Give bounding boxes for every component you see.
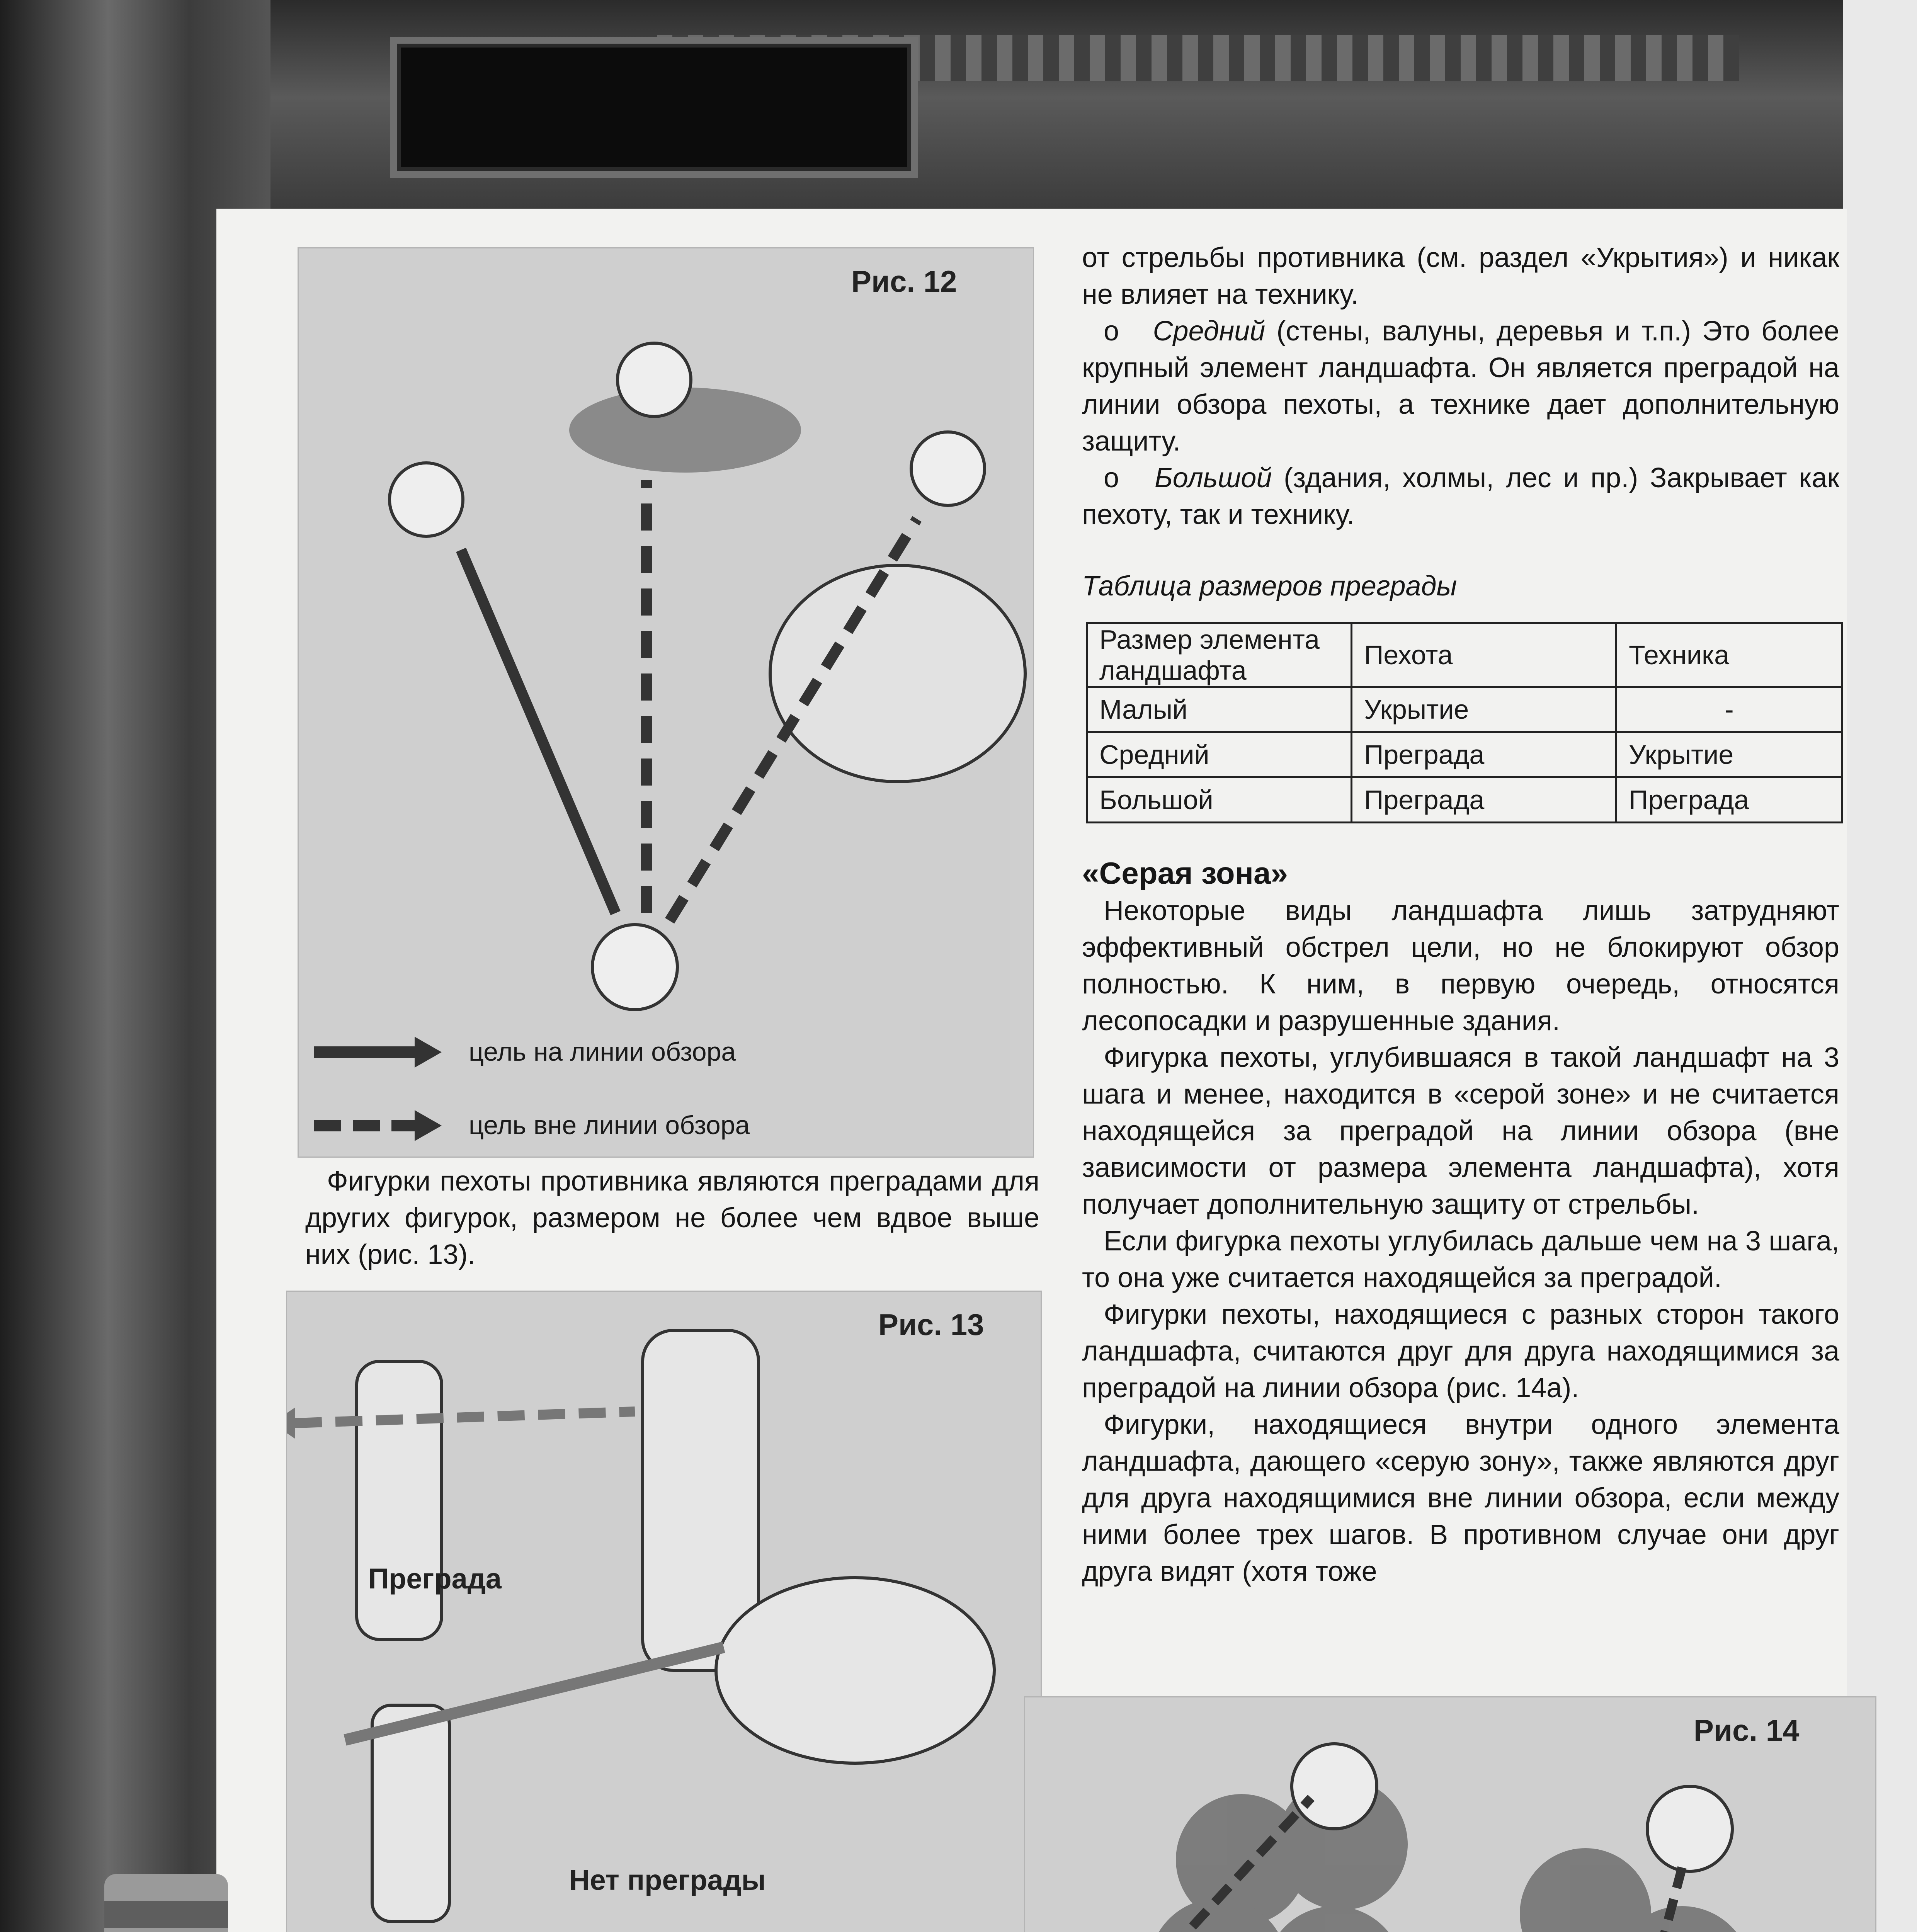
gray-zone-section [1082,854,1839,1590]
page-margin-right [1843,0,1917,1932]
table-header-cell: Пехота [1352,623,1616,687]
infantry-figure-right [911,432,985,505]
infantry-bases [1044,1744,1790,1932]
gray-zone-paragraph-5: Фигурки, находящиеся внутри одного элемента ландшафта, дающего «серую зону», также являются друг для друга находящимися вне линии обзора, если между ними более трех шагов. В противном случае они друг друга видят (хотя тоже [1082,1409,1839,1587]
trooper-figure-2 [372,1705,449,1922]
table-caption: Таблица размеров преграды [1082,571,1457,602]
blocked-line-of-sight [295,1412,635,1423]
figure-12 [298,247,1034,1158]
figure-14-label: Рис. 14 [1694,1713,1800,1747]
table-row [1087,777,1842,823]
table-header-row [1087,623,1842,687]
decorative-top-frame [0,0,1917,216]
infantry-figure-shooter [592,925,677,1010]
legend-solid-text: цель на линии обзора [469,1037,736,1066]
gray-zone-paragraph-3: Если фигурка пехоты углубилась дальше чем на 3 шага, то она уже считается находящейся за преградой. [1082,1226,1839,1293]
medium-description: (стены, валуны, деревья и т.п.) Это более крупный элемент ландшафта. Он является преградой на линии обзора пехоты, а технике дает дополнительную защиту. [1082,316,1840,457]
large-paragraph [1082,460,1839,533]
clear-line-of-sight [345,1647,724,1740]
large-term: Большой [1154,463,1272,493]
figure-12-caption [305,1163,1039,1273]
large-description: (здания, холмы, лес и пр.) Закрывает как пехоту, так и технику. [1082,463,1839,530]
infantry-figure-left [390,463,463,536]
bullet-marker: о [1104,463,1119,493]
figure-12-illustration [299,248,1033,1156]
figure-12-label: Рис. 12 [851,264,957,298]
table-cell: Малый [1087,687,1352,732]
table-header-cell: Техника [1616,623,1842,687]
infantry-figure-top [617,343,691,417]
table-cell: Преграда [1352,777,1616,823]
table-cell: Большой [1087,777,1352,823]
table-cell: Преграда [1616,777,1842,823]
table-cell: Укрытие [1616,732,1842,777]
obstacle-size-table [1086,622,1843,823]
figure-13-illustration [287,1292,1041,1932]
walker-vehicle [770,565,1025,782]
no-obstacle-label: Нет преграды [569,1864,766,1896]
bullet-marker: о [1104,316,1119,347]
walker-mech [716,1578,994,1763]
trooper-figure-1 [357,1361,442,1639]
table-header-cell: Размер элемента ландшафта [1087,623,1352,687]
table-row [1087,687,1842,732]
figure-13 [286,1291,1042,1932]
decorative-side-pipes [104,1874,228,1932]
gray-zone-paragraph-1: Некоторые виды ландшафта лишь затрудняют эффективный обстрел цели, но не блокируют обзор полностью. К ним, в первую очередь, относятся лесопосадки и разрушенные здания. [1082,895,1839,1036]
gray-zone-heading: «Серая зона» [1082,856,1288,890]
figure-14-illustration [1025,1697,1875,1932]
table-cell: - [1616,687,1842,732]
right-paragraph-continued: от стрельбы противника (см. раздел «Укрытия») и никак не влияет на технику. [1082,242,1839,310]
figure-14 [1024,1696,1876,1932]
figure-12-caption-text: Фигурки пехоты противника являются преградами для других фигурок, размером не более чем вдвое выше них (рис. 13). [305,1166,1039,1270]
medium-paragraph [1082,313,1839,460]
header-plate [390,37,918,178]
medium-term: Средний [1153,316,1266,347]
table-cell: Укрытие [1352,687,1616,732]
gray-zone-paragraph-4: Фигурки пехоты, находящиеся с разных сторон такого ландшафта, считаются друг для друга находящимися за преградой на линии обзора (рис. 14а). [1082,1299,1839,1403]
table-row [1087,732,1842,777]
gray-zone-paragraph-2: Фигурка пехоты, углубившаяся в такой ландшафт на 3 шага и менее, находится в «серой зоне» и не считается находящейся за преградой на линии обзора (вне зависимости от размера элемента ландшафта), хотя получает дополнительную защиту от стрельбы. [1082,1042,1839,1220]
right-text-column-top [1082,240,1839,605]
legend-dashed-text: цель вне линии обзора [469,1111,750,1140]
table-cell: Средний [1087,732,1352,777]
obstacle-label: Преграда [368,1563,502,1595]
table-cell: Преграда [1352,732,1616,777]
figure-13-label: Рис. 13 [878,1308,984,1342]
arrow-solid-to-left [461,550,616,913]
